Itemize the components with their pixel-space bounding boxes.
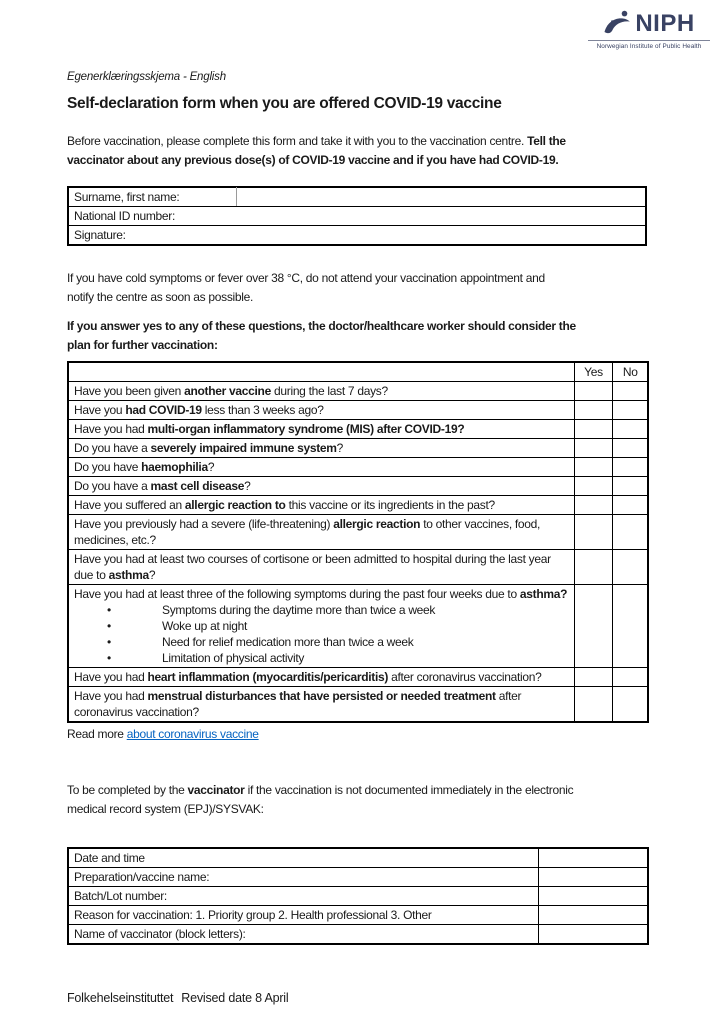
yes-cell[interactable] — [574, 585, 612, 668]
bold-text-run: vaccinator — [187, 783, 245, 797]
bold-text-run: asthma? — [519, 587, 568, 601]
yes-cell[interactable] — [574, 382, 612, 401]
vaccinator-field-label: Date and time — [68, 848, 538, 868]
bold-text-run: If you answer yes to any of these questions, the doctor/healthcare worker should consider the — [67, 319, 576, 333]
questions-table — [67, 361, 649, 723]
bold-text-run: multi-organ inflammatory syndrome (MIS) after COVID-19? — [147, 422, 465, 436]
vaccinator-row — [68, 887, 648, 906]
question-text — [68, 439, 574, 458]
question-text — [68, 458, 574, 477]
question-row — [68, 401, 648, 420]
vaccinator-field-label: Name of vaccinator (block letters): — [68, 925, 538, 945]
text-run: ? — [336, 441, 344, 455]
footer-revision: Revised date 8 April — [181, 991, 289, 1005]
niph-logo-caption: Norwegian Institute of Public Health — [596, 43, 702, 50]
vaccinator-fill-in-cell[interactable] — [538, 906, 648, 925]
yes-cell[interactable] — [574, 550, 612, 585]
question-text — [68, 687, 574, 723]
footer-org: Folkehelseinstituttet — [67, 991, 174, 1005]
bold-text-run: heart inflammation (myocarditis/pericarditis) — [147, 670, 389, 684]
text-run: Have you had — [74, 670, 148, 684]
form-language-subtitle: Egenerklæringsskjema - English — [67, 71, 226, 83]
identity-fill-in-cell[interactable]: National ID number: — [68, 207, 646, 226]
text-run: notify the centre as soon as possible. — [67, 290, 254, 304]
text-run: Do you have — [74, 460, 142, 474]
bold-text-run: had COVID-19 — [125, 403, 202, 417]
question-row — [68, 687, 648, 723]
questions-header-empty — [68, 362, 574, 382]
no-cell[interactable] — [612, 382, 648, 401]
bold-text-run: Tell the — [527, 134, 566, 148]
question-row — [68, 668, 648, 687]
yes-cell[interactable] — [574, 477, 612, 496]
symptom-item: • Need for relief medication more than twice a week — [74, 634, 570, 650]
bold-text-run: allergic reaction to — [184, 498, 286, 512]
vaccinator-table — [67, 847, 649, 945]
question-text — [68, 382, 574, 401]
vaccinator-table-body — [68, 848, 648, 944]
bold-text-run: allergic reaction — [333, 517, 421, 531]
text-run: Have you — [74, 403, 126, 417]
no-cell[interactable] — [612, 668, 648, 687]
identity-fill-in-cell[interactable]: Signature: — [68, 226, 646, 246]
text-run: less than 3 weeks ago? — [201, 403, 324, 417]
text-run: after coronavirus vaccination? — [388, 670, 542, 684]
yes-cell[interactable] — [574, 401, 612, 420]
text-run: to other vaccines, food, medicines, etc.? — [74, 517, 541, 547]
yes-cell[interactable] — [574, 496, 612, 515]
text-run: Do you have a — [74, 479, 151, 493]
question-text — [68, 550, 574, 585]
symptom-item: • Woke up at night — [74, 618, 570, 634]
text-run: during the last 7 days? — [270, 384, 388, 398]
logo-divider — [588, 40, 710, 41]
cold-symptoms-notice — [67, 269, 545, 307]
symptom-item: • Limitation of physical activity — [74, 650, 570, 666]
no-cell[interactable] — [612, 550, 648, 585]
vaccinator-row — [68, 848, 648, 868]
question-row — [68, 496, 648, 515]
text-run: Before vaccination, please complete this form and take it with you to the vaccination centre. — [67, 134, 528, 148]
text-run: Have you previously had a severe (life-threatening) — [74, 517, 334, 531]
yes-cell[interactable] — [574, 515, 612, 550]
no-cell[interactable] — [612, 585, 648, 668]
text-run: Do you have a — [74, 441, 151, 455]
no-cell[interactable] — [612, 687, 648, 723]
page-title: Self-declaration form when you are offered COVID-19 vaccine — [67, 95, 502, 112]
text-run: ? — [244, 479, 251, 493]
yes-cell[interactable] — [574, 668, 612, 687]
intro-paragraph — [67, 132, 566, 170]
no-cell[interactable] — [612, 515, 648, 550]
identity-row — [68, 207, 646, 226]
question-row — [68, 439, 648, 458]
no-cell[interactable] — [612, 401, 648, 420]
text-run: if the vaccination is not documented immediately in the electronic — [244, 783, 574, 797]
text-run: ? — [148, 568, 156, 582]
question-text — [68, 420, 574, 439]
question-row — [68, 382, 648, 401]
read-more-line — [67, 725, 647, 743]
no-cell[interactable] — [612, 496, 648, 515]
text-run: ? — [207, 460, 215, 474]
question-row — [68, 515, 648, 550]
question-row — [68, 585, 648, 668]
text-run: medical record system (EPJ)/SYSVAK: — [67, 802, 264, 816]
bold-text-run: vaccinator about any previous dose(s) of COVID-19 vaccine and if you have had COVID-19. — [67, 153, 559, 167]
question-text — [68, 401, 574, 420]
identity-row — [68, 226, 646, 246]
vaccinator-note — [67, 781, 573, 819]
bold-text-run: menstrual disturbances that have persisted or needed treatment — [147, 689, 496, 703]
vaccinator-fill-in-cell[interactable] — [538, 887, 648, 906]
questions-header-row — [68, 362, 648, 382]
no-cell[interactable] — [612, 458, 648, 477]
bold-text-run: mast cell disease — [150, 479, 245, 493]
identity-table-body — [68, 187, 646, 245]
question-text — [68, 496, 574, 515]
yes-cell[interactable] — [574, 439, 612, 458]
question-row — [68, 477, 648, 496]
text-run: To be completed by the — [67, 783, 188, 797]
vaccinator-fill-in-cell[interactable] — [538, 925, 648, 945]
question-text — [68, 668, 574, 687]
text-run: Have you had at least two courses of cortisone or been admitted to hospital during the last year due to — [74, 552, 551, 582]
no-cell[interactable] — [612, 420, 648, 439]
yes-cell[interactable] — [574, 687, 612, 723]
coronavirus-vaccine-link[interactable]: about coronavirus vaccine — [126, 727, 259, 741]
question-row — [68, 420, 648, 439]
question-text — [68, 585, 574, 668]
bold-text-run: asthma — [108, 568, 149, 582]
identity-fill-in-cell[interactable]: Surname, first name: — [68, 187, 646, 207]
question-text — [68, 477, 574, 496]
yes-cell[interactable] — [574, 458, 612, 477]
yes-cell[interactable] — [574, 420, 612, 439]
text-run: this vaccine or its ingredients in the past? — [285, 498, 495, 512]
vaccinator-field-label: Reason for vaccination: 1. Priority group 2. Health professional 3. Other — [68, 906, 538, 925]
niph-bird-icon — [603, 9, 631, 39]
text-run: Have you suffered an — [74, 498, 185, 512]
bold-text-run: haemophilia — [141, 460, 208, 474]
questions-intro — [67, 317, 576, 355]
bold-text-run: plan for further vaccination: — [67, 338, 218, 352]
no-cell[interactable] — [612, 439, 648, 458]
niph-logo — [588, 9, 710, 50]
niph-logo-top — [588, 9, 710, 39]
question-row — [68, 458, 648, 477]
vaccinator-field-label: Preparation/vaccine name: — [68, 868, 538, 887]
bold-text-run: severely impaired immune system — [150, 441, 337, 455]
text-run: Have you had — [74, 689, 148, 703]
yes-column-header: Yes — [574, 362, 612, 382]
vaccinator-row — [68, 925, 648, 945]
vaccinator-row — [68, 906, 648, 925]
symptom-item: • Symptoms during the daytime more than twice a week — [74, 602, 570, 618]
vaccinator-field-label: Batch/Lot number: — [68, 887, 538, 906]
page-footer — [67, 991, 288, 1005]
question-row — [68, 550, 648, 585]
vaccinator-fill-in-cell[interactable] — [538, 848, 648, 868]
bold-text-run: another vaccine — [184, 384, 271, 398]
questions-block — [67, 361, 647, 743]
text-run: Have you had at least three of the following symptoms during the past four weeks due to — [74, 587, 520, 601]
read-more-label: Read more — [67, 727, 127, 741]
text-run: If you have cold symptoms or fever over 38 °C, do not attend your vaccination appointment and — [67, 271, 545, 285]
identity-table — [67, 186, 647, 246]
text-run: Have you had — [74, 422, 148, 436]
vaccinator-fill-in-cell[interactable] — [538, 868, 648, 887]
no-cell[interactable] — [612, 477, 648, 496]
question-text — [68, 515, 574, 550]
text-run: after coronavirus vaccination? — [74, 689, 522, 719]
niph-logo-text: NIPH — [635, 10, 695, 37]
vaccinator-row — [68, 868, 648, 887]
identity-row — [68, 187, 646, 207]
questions-table-body — [68, 382, 648, 723]
no-column-header: No — [612, 362, 648, 382]
text-run: Have you been given — [74, 384, 185, 398]
symptom-list — [74, 602, 570, 666]
